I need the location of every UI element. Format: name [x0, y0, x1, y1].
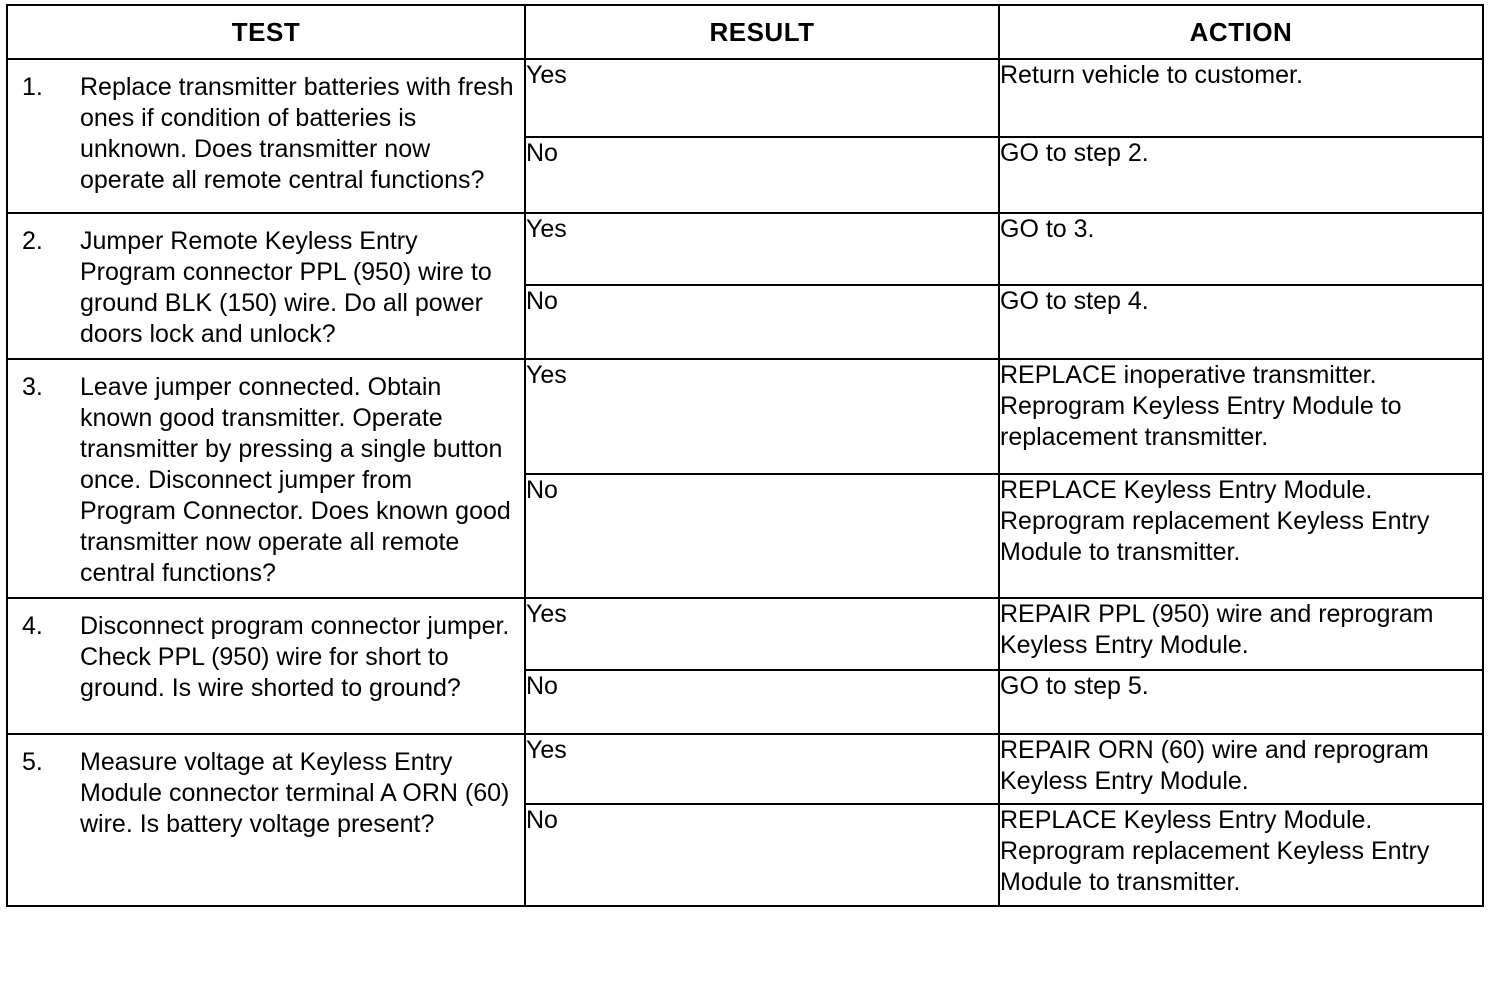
header-row: [7, 5, 1483, 59]
result-no: No: [525, 137, 999, 213]
step-number: 4.: [22, 612, 43, 640]
result-no: No: [525, 670, 999, 734]
result-yes: Yes: [525, 598, 999, 670]
result-no: No: [525, 474, 999, 598]
action-yes: REPLACE inoperative transmitter. Reprogram Keyless Entry Module to replacement transmitter.: [999, 359, 1483, 474]
test-cell-2: [7, 213, 525, 359]
step-test-text: Leave jumper connected. Obtain known good transmitter. Operate transmitter by pressing a single button once. Disconnect jumper from Program Connector. Does known good transmitter now operate all remote central functions?: [80, 373, 511, 587]
step-number: 5.: [22, 748, 43, 776]
test-cell-1: [7, 59, 525, 213]
action-yes: Return vehicle to customer.: [999, 59, 1483, 137]
table-row: [7, 734, 1483, 804]
result-no: No: [525, 804, 999, 906]
step-test-text: Disconnect program connector jumper. Check PPL (950) wire for short to ground. Is wire shorted to ground?: [80, 612, 510, 702]
action-yes: GO to 3.: [999, 213, 1483, 285]
action-no: REPLACE Keyless Entry Module. Reprogram replacement Keyless Entry Module to transmitter.: [999, 804, 1483, 906]
table-row: [7, 59, 1483, 137]
header-result: RESULT: [525, 5, 999, 59]
test-cell-4: [7, 598, 525, 734]
action-no: GO to step 4.: [999, 285, 1483, 359]
test-cell-5: [7, 734, 525, 906]
table-row: [7, 213, 1483, 285]
step-test-text: Replace transmitter batteries with fresh ones if condition of batteries is unknown. Does transmitter now operate all remote central functions?: [80, 73, 514, 194]
table-body: [7, 59, 1483, 906]
step-test-text: Measure voltage at Keyless Entry Module connector terminal A ORN (60) wire. Is battery voltage present?: [80, 748, 510, 838]
result-yes: Yes: [525, 213, 999, 285]
table-row: [7, 359, 1483, 474]
test-cell-3: [7, 359, 525, 598]
action-no: GO to step 5.: [999, 670, 1483, 734]
result-no: No: [525, 285, 999, 359]
step-test-text: Jumper Remote Keyless Entry Program connector PPL (950) wire to ground BLK (150) wire. Do all power doors lock and unlock?: [80, 227, 492, 348]
step-number: 2.: [22, 227, 43, 255]
step-number: 1.: [22, 73, 43, 101]
result-yes: Yes: [525, 734, 999, 804]
header-test: TEST: [7, 5, 525, 59]
action-no: GO to step 2.: [999, 137, 1483, 213]
action-no: REPLACE Keyless Entry Module. Reprogram replacement Keyless Entry Module to transmitter.: [999, 474, 1483, 598]
step-number: 3.: [22, 373, 43, 401]
action-yes: REPAIR ORN (60) wire and reprogram Keyless Entry Module.: [999, 734, 1483, 804]
result-yes: Yes: [525, 359, 999, 474]
table-header: [7, 5, 1483, 59]
table-row: [7, 598, 1483, 670]
diagnostic-table: [6, 4, 1484, 907]
result-yes: Yes: [525, 59, 999, 137]
header-action: ACTION: [999, 5, 1483, 59]
action-yes: REPAIR PPL (950) wire and reprogram Keyless Entry Module.: [999, 598, 1483, 670]
